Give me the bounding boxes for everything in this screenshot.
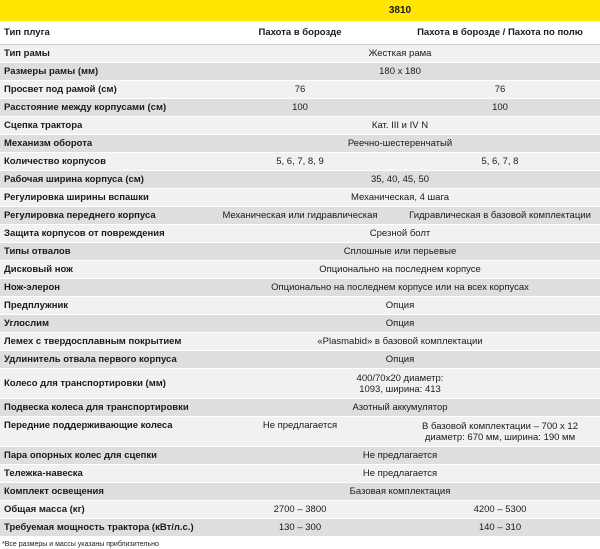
- row-label: Размеры рамы (мм): [0, 63, 200, 81]
- row-value-col1: 76: [200, 81, 400, 99]
- row-label: Просвет под рамой (см): [0, 81, 200, 99]
- row-label: Нож-элерон: [0, 279, 200, 297]
- table-row: [0, 45, 600, 63]
- row-value: Опционально на последнем корпусе: [200, 261, 600, 279]
- row-value: Опция: [200, 297, 600, 315]
- row-label: Углослим: [0, 315, 200, 333]
- table-row: [0, 81, 600, 99]
- row-value: Сплошные или перьевые: [200, 243, 600, 261]
- row-label: Защита корпусов от повреждения: [0, 225, 200, 243]
- row-label: Расстояние между корпусами (см): [0, 99, 200, 117]
- table-row: [0, 117, 600, 135]
- row-value: Жесткая рама: [200, 45, 600, 63]
- row-label: Механизм оборота: [0, 135, 200, 153]
- table-row: [0, 465, 600, 483]
- table-row: [0, 447, 600, 465]
- table-row: [0, 399, 600, 417]
- row-label: Предплужник: [0, 297, 200, 315]
- row-value-line: 1093, ширина: 413: [359, 383, 441, 395]
- table-row: [0, 207, 600, 225]
- table-row: [0, 417, 600, 447]
- row-label: Количество корпусов: [0, 153, 200, 171]
- row-value: Не предлагается: [200, 447, 600, 465]
- table-row: [0, 279, 600, 297]
- row-value: Азотный аккумулятор: [200, 399, 600, 417]
- row-value: Механическая, 4 шага: [200, 189, 600, 207]
- table-row: [0, 99, 600, 117]
- header-label: Тип плуга: [0, 21, 200, 45]
- header-col1: Пахота в борозде: [200, 21, 400, 45]
- row-value: Опционально на последнем корпусе или на всех корпусах: [200, 279, 600, 297]
- row-value: 35, 40, 45, 50: [200, 171, 600, 189]
- row-label: Регулировка переднего корпуса: [0, 207, 200, 225]
- row-label: Пара опорных колес для сцепки: [0, 447, 200, 465]
- footnote: *Все размеры и массы указаны приблизительно: [2, 541, 159, 548]
- row-value: Кат. III и IV N: [200, 117, 600, 135]
- header-row: [0, 21, 600, 45]
- table-row: [0, 225, 600, 243]
- row-value-col2: [400, 417, 600, 447]
- table-row: [0, 501, 600, 519]
- row-value: Базовая комплектация: [200, 483, 600, 501]
- row-label: Типы отвалов: [0, 243, 200, 261]
- table-row: [0, 369, 600, 399]
- row-label: Колесо для транспортировки (мм): [0, 369, 200, 399]
- row-label: Общая масса (кг): [0, 501, 200, 519]
- table-row: [0, 261, 600, 279]
- row-value: Опция: [200, 315, 600, 333]
- table-row: [0, 63, 600, 81]
- row-label: Тележка-навеска: [0, 465, 200, 483]
- row-label: Дисковый нож: [0, 261, 200, 279]
- row-label: Лемех с твердосплавным покрытием: [0, 333, 200, 351]
- row-value-col1: 2700 – 3800: [200, 501, 400, 519]
- row-label: Рабочая ширина корпуса (см): [0, 171, 200, 189]
- row-value: 180 x 180: [200, 63, 600, 81]
- row-value: Срезной болт: [200, 225, 600, 243]
- table-row: [0, 153, 600, 171]
- row-value-col2: 100: [400, 99, 600, 117]
- row-label: Тип рамы: [0, 45, 200, 63]
- row-label: Передние поддерживающие колеса: [0, 417, 200, 447]
- row-value-line: В базовой комплектации – 700 x 12: [422, 420, 578, 432]
- title-spacer: [0, 0, 200, 21]
- table-row: [0, 519, 600, 537]
- row-value-line: 400/70x20 диаметр:: [356, 372, 444, 384]
- row-value-col1: Не предлагается: [200, 417, 400, 447]
- table-row: [0, 171, 600, 189]
- row-value-col2: Гидравлическая в базовой комплектации: [400, 207, 600, 225]
- row-value: Реечно-шестеренчатый: [200, 135, 600, 153]
- table-row: [0, 315, 600, 333]
- row-label: Требуемая мощность трактора (кВт/л.с.): [0, 519, 200, 537]
- row-label: Комплект освещения: [0, 483, 200, 501]
- table-row: [0, 351, 600, 369]
- table-row: [0, 297, 600, 315]
- row-label: Удлинитель отвала первого корпуса: [0, 351, 200, 369]
- row-value-line: диаметр: 670 мм, ширина: 190 мм: [424, 431, 576, 443]
- row-label: Регулировка ширины вспашки: [0, 189, 200, 207]
- row-value: Не предлагается: [200, 465, 600, 483]
- row-value-col2: 76: [400, 81, 600, 99]
- table-row: [0, 333, 600, 351]
- header-col2: Пахота в борозде / Пахота по полю: [400, 21, 600, 45]
- row-label: Сцепка трактора: [0, 117, 200, 135]
- table-row: [0, 189, 600, 207]
- row-value-col2: 5, 6, 7, 8: [400, 153, 600, 171]
- row-value: «Plasmabid» в базовой комплектации: [200, 333, 600, 351]
- table-row: [0, 135, 600, 153]
- row-value-col2: 4200 – 5300: [400, 501, 600, 519]
- row-value-col1: 100: [200, 99, 400, 117]
- row-value-col1: 130 – 300: [200, 519, 400, 537]
- row-label: Подвеска колеса для транспортировки: [0, 399, 200, 417]
- model-name: 3810: [200, 0, 600, 21]
- row-value-col2: 140 – 310: [400, 519, 600, 537]
- model-title-row: [0, 0, 600, 21]
- row-value: Опция: [200, 351, 600, 369]
- row-value: [200, 369, 600, 399]
- row-value-col1: Механическая или гидравлическая: [200, 207, 400, 225]
- table-row: [0, 483, 600, 501]
- row-value-col1: 5, 6, 7, 8, 9: [200, 153, 400, 171]
- table-row: [0, 243, 600, 261]
